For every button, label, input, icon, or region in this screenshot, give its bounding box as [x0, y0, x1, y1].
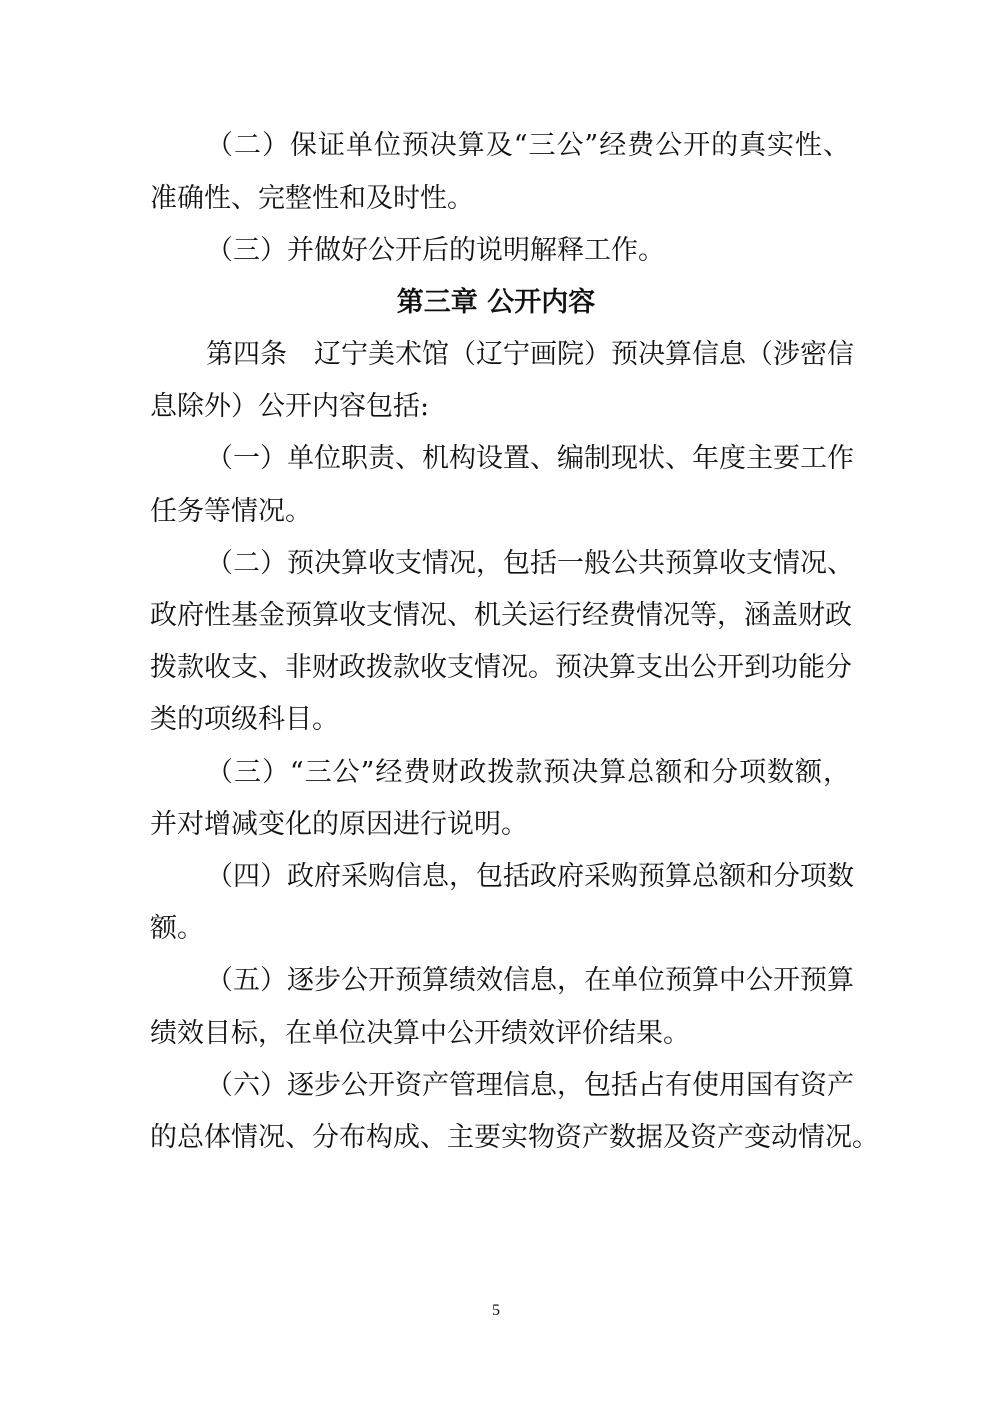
- paragraph-line: 任务等情况。: [150, 496, 312, 527]
- paragraph-line: （五）逐步公开预算绩效信息，在单位预算中公开预算: [206, 965, 854, 996]
- paragraph-line: （三）并做好公开后的说明解释工作。: [206, 235, 665, 266]
- paragraph-line: 绩效目标，在单位决算中公开绩效评价结果。: [150, 1018, 690, 1049]
- article-line: 第四条 辽宁美术馆（辽宁画院）预决算信息（涉密信: [206, 339, 854, 370]
- paragraph-line: （三）“三公”经费财政拨款预决算总额和分项数额，: [206, 757, 850, 788]
- paragraph-line: 的总体情况、分布构成、主要实物资产数据及资产变动情况。: [150, 1122, 879, 1153]
- paragraph-line: （二）保证单位预决算及“三公”经费公开的真实性、: [206, 130, 850, 161]
- article-line: 息除外）公开内容包括:: [150, 391, 430, 422]
- paragraph-line: 政府性基金预算收支情况、机关运行经费情况等，涵盖财政: [150, 600, 852, 631]
- paragraph-line: （六）逐步公开资产管理信息，包括占有使用国有资产: [206, 1070, 854, 1101]
- paragraph-line: （四）政府采购信息，包括政府采购预算总额和分项数: [206, 861, 854, 892]
- paragraph-line: 并对增减变化的原因进行说明。: [150, 809, 528, 840]
- paragraph-line: 拨款收支、非财政拨款收支情况。预决算支出公开到功能分: [150, 652, 852, 683]
- page-number: 5: [492, 1302, 500, 1319]
- chapter-heading: 第三章 公开内容: [396, 287, 596, 318]
- paragraph-line: 准确性、完整性和及时性。: [150, 183, 474, 214]
- paragraph-line: 额。: [150, 913, 204, 944]
- paragraph-line: （二）预决算收支情况，包括一般公共预算收支情况、: [206, 548, 854, 579]
- paragraph-line: （一）单位职责、机构设置、编制现状、年度主要工作: [206, 443, 854, 474]
- paragraph-line: 类的项级科目。: [150, 704, 339, 735]
